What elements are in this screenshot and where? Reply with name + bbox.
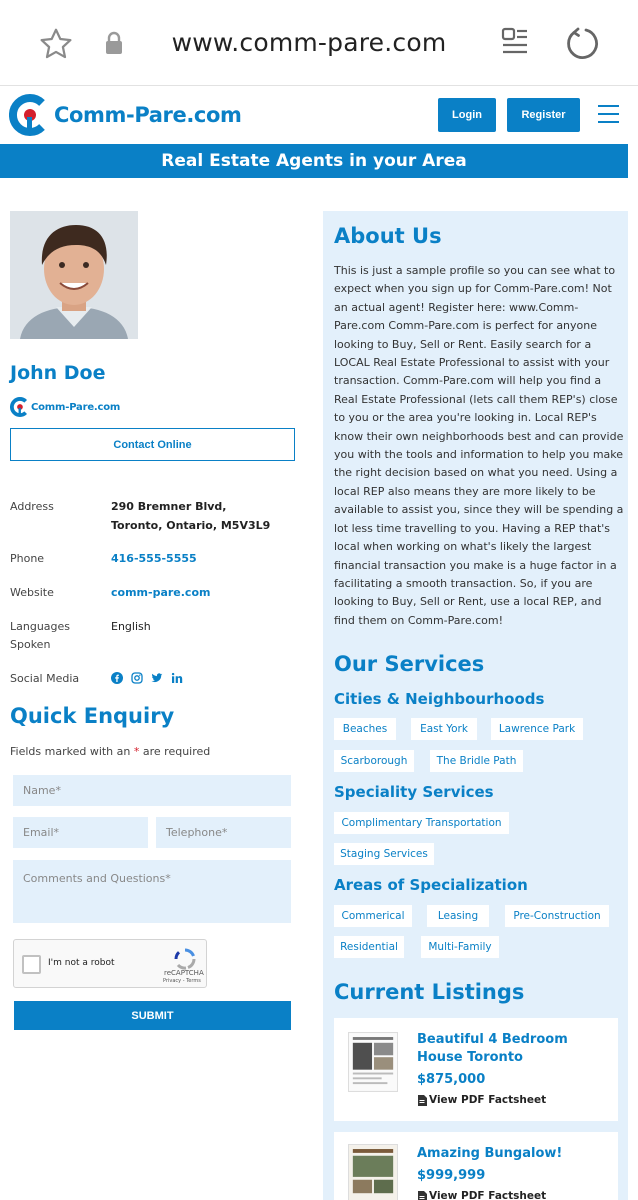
listing-title[interactable]: Beautiful 4 Bedroom House Toronto [417,1032,568,1065]
languages-label: Languages Spoken [10,620,71,651]
name-input[interactable]: Name* [13,775,291,806]
about-text: This is just a sample profile so you can see what to expect when you sign up for Comm-Pare.com! Not an actual agent! Register here: www.Comm-Pare.com Comm-Pare.com is perfect for anyone looking to Buy, Sell or Rent. Easily search for a LOCAL Real Estate Professional to assist with your transaction. Comm-Pare.com will help you find a Real Estate Professional (lets call them REP's) close to you or the area you're looking in. Local REP's know their own neighborhoods best and can provide you with the tools and information to help you make the right decision based on what you need. Using a local REP also means they are more likely to be available to assist you, since they will be spending a lot less time travelling to you. Having a REP that's local when working on what's likely the largest financial transaction you make is a huge factor in a facilitating a smooth transaction. So, if you are looking to Buy, Sell or Rent, use a local REP, and find them on Comm-Pare.com! [334,264,624,627]
view-pdf-link[interactable]: View PDF Factsheet [417,1094,546,1106]
social-media-label: Social Media [10,672,80,685]
listing-thumbnail[interactable] [348,1144,398,1200]
house-photo-icon [349,1145,397,1200]
about-title: About Us [334,224,442,248]
comm-pare-logo-icon [10,396,29,418]
tag-staging[interactable]: Staging Services [334,843,434,865]
submit-button[interactable]: SUBMIT [14,1001,291,1030]
listing-card[interactable] [334,1018,618,1121]
listings-title: Current Listings [334,980,525,1004]
browser-toolbar [0,0,638,86]
tag-residential[interactable]: Residential [334,936,404,958]
agent-portrait-icon [10,211,138,339]
tag-beaches[interactable]: Beaches [334,718,396,740]
recaptcha-logo-icon [173,947,197,971]
lock-icon [103,31,125,55]
agent-name: John Doe [10,362,106,384]
page-banner: Real Estate Agents in your Area [0,144,628,178]
tag-commercial[interactable]: Commerical [334,905,412,927]
tag-bridle-path[interactable]: The Bridle Path [430,750,523,772]
listing-card[interactable] [334,1132,618,1200]
cities-title: Cities & Neighbourhoods [334,690,545,708]
register-button[interactable]: Register [507,98,580,132]
required-fields-note: Fields marked with an * are required [10,745,211,758]
captcha-brand: reCAPTCHA [164,969,204,977]
instagram-icon[interactable] [131,672,143,684]
phone-label: Phone [10,552,45,565]
speciality-title: Speciality Services [334,783,494,801]
telephone-input[interactable]: Telephone* [156,817,291,848]
pdf-icon [417,1191,427,1200]
tag-east-york[interactable]: East York [411,718,477,740]
recaptcha-widget [13,939,207,988]
reader-mode-icon[interactable] [500,27,530,57]
facebook-icon[interactable] [111,672,123,684]
captcha-checkbox[interactable] [22,955,41,974]
view-pdf-link[interactable]: View PDF Factsheet [417,1190,546,1200]
areas-title: Areas of Specialization [334,876,528,894]
tag-scarborough[interactable]: Scarborough [334,750,414,772]
tag-transportation[interactable]: Complimentary Transportation [334,812,509,834]
twitter-icon[interactable] [151,672,163,684]
tag-lawrence-park[interactable]: Lawrence Park [491,718,583,740]
site-header [0,86,638,144]
logo-text: Comm-Pare.com [54,103,242,127]
tag-pre-construction[interactable]: Pre-Construction [505,905,609,927]
address-label: Address [10,500,54,513]
reload-icon[interactable] [562,25,600,63]
agent-brand-logo[interactable] [10,396,120,418]
phone-link[interactable]: 416-555-5555 [111,552,197,565]
listing-thumbnail[interactable] [348,1032,398,1092]
address-bar-url[interactable]: www.comm-pare.com [171,28,447,57]
listing-price: $875,000 [417,1072,486,1087]
contact-online-button[interactable]: Contact Online [10,428,295,461]
tag-multi-family[interactable]: Multi-Family [421,936,499,958]
address-value: 290 Bremner Blvd, Toronto, Ontario, M5V3L9 [111,500,271,532]
about-panel [323,211,628,1200]
quick-enquiry-title: Quick Enquiry [10,704,175,728]
agent-brand-text: Comm-Pare.com [31,401,121,413]
tag-leasing[interactable]: Leasing [427,905,489,927]
social-links [111,672,183,684]
login-button[interactable]: Login [438,98,496,132]
pdf-icon [417,1095,427,1106]
captcha-text: I'm not a robot [48,958,115,968]
menu-icon[interactable] [598,105,619,124]
bookmark-star-icon[interactable] [38,26,74,62]
agent-photo [10,211,138,339]
services-title: Our Services [334,652,485,676]
languages-value: English [111,620,151,633]
comm-pare-logo-icon [9,92,49,138]
site-logo[interactable] [9,92,241,138]
email-input[interactable]: Email* [13,817,148,848]
linkedin-icon[interactable] [171,672,183,684]
comments-textarea[interactable]: Comments and Questions* [13,860,291,923]
listing-title[interactable]: Amazing Bungalow! [417,1146,563,1161]
listing-price: $999,999 [417,1168,486,1183]
house-photo-icon [349,1033,397,1091]
captcha-links[interactable]: Privacy - Terms [163,978,201,984]
website-link[interactable]: comm-pare.com [111,586,211,599]
website-label: Website [10,586,54,599]
